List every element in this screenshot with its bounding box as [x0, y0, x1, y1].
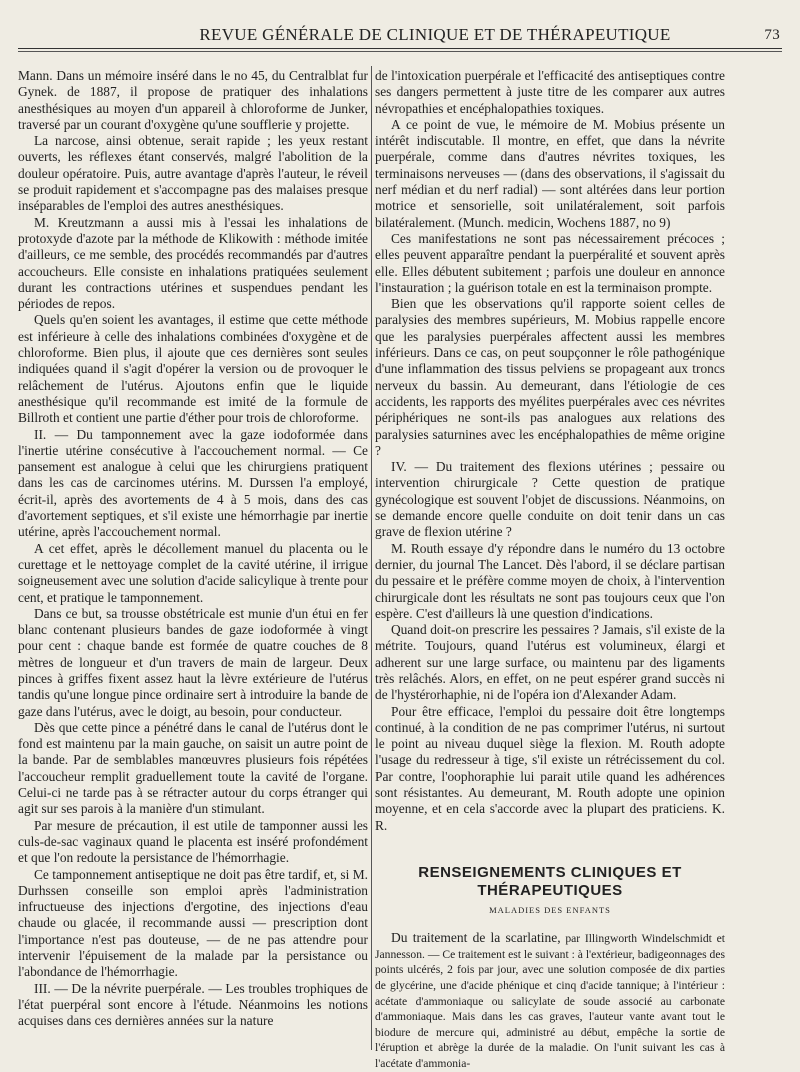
right-column — [375, 68, 725, 1072]
paragraph: A ce point de vue, le mémoire de M. Mobius présente un intérêt indiscutable. Il montre, en effet, que dans la névrite puerpérale, comme dans d'autres névrites toxiques, les terminaisons nerveuses — (dans des observations, il s'agissait du nerf médian et du nerf radial) — sont altérées dans leur portion motrice et sensorielle, soit unilatéralement, soit parfois bilatéralement. (Munch. medicin, Wochens 1887, no 9) — [375, 116, 725, 230]
header-rule — [18, 48, 782, 49]
section-lead: Du traitement de la scarlatine, — [391, 930, 561, 946]
paragraph: Dès que cette pince a pénétré dans le canal de l'utérus dont le fond est maintenu par la main gauche, on saisit un autre point de la bande. Par de semblables manœuvres plusieurs fois répétées l'accoucheur remplit graduellement toute la cavité de l'organe. Celui-ci ne tarde pas à se rétracter autour du corps étranger qui agit sur ses parois à la manière d'un stimulant. — [18, 719, 368, 817]
paragraph: Bien que les observations qu'il rapporte soient celles de paralysies des membres supérieurs, M. Mobius rappelle encore que les paralysies puerpérales affectent aussi les membres inférieurs. Dans ce cas, on peut soupçonner le rôle pathogénique d'une inflammation des tissus pelviens se propageant aux troncs nerveux du bassin. Au demeurant, dans l'étiologie de ces accidents, les rapports des myélites puerpérales avec ces névrites périphériques ne sont-ils pas analogues aux relations des paralysies saturnines avec les encéphalopathies de même origine ? — [375, 296, 725, 458]
header-rule-thin — [18, 51, 782, 52]
paragraph: Ce tamponnement antiseptique ne doit pas être tardif, et, si M. Durhssen conseille son emploi après l'administration infructueuse des injections d'ergotine, des injections d'eau chaude ou glacée, il recommande aussi — prescription dont l'importance n'est pas douteuse, — de ne pas attendre pour intervenir l'épuisement de la malade par la persistance ou l'abondance de l'hémorrhagie. — [18, 866, 368, 980]
paragraph: Ces manifestations ne sont pas nécessairement précoces ; elles peuvent apparaître pendant la puerpéralité et souvent après elle. Elles débutent subitement ; parfois une douleur en annonce l'instauration ; la guérison totale en est la terminaison prompte. — [375, 230, 725, 295]
section-subheading: MALADIES DES ENFANTS — [489, 904, 611, 915]
left-column — [18, 68, 368, 1030]
column-divider — [371, 66, 372, 1050]
paragraph: M. Kreutzmann a aussi mis à l'essai les inhalations de protoxyde d'azote par la méthode de Klikowith : méthode imitée d'ailleurs, ce me semble, des procédés recommandés par d'autres accoucheurs. Elle consiste en inhalations pratiquées seulement durant les contractions utérines et suspendues pendant les périodes de repos. — [18, 214, 368, 312]
paragraph: A cet effet, après le décollement manuel du placenta ou le curettage et le nettoyage complet de la cavité utérine, il irrigue soigneusement avec une solution d'acide salicylique à trente pour cent, et pratique le tamponnement. — [18, 540, 368, 605]
paragraph: II. — Du tamponnement avec la gaze iodoformée dans l'inertie utérine consécutive à l'accouchement normal. — Ce pansement est analogue à celui que les chirurgiens pratiquent dans les cas de carcinomes utérins. M. Durssen l'a employé, écrit-il, après des avortements de 4 à 5 mois, dans des cas d'avortement septiques, et s'il existe une hémorrhagie par inertie utérine, après l'accouchement normal. — [18, 426, 368, 540]
paragraph: Quels qu'en soient les avantages, il estime que cette méthode est inférieure à celle des inhalations combinées d'oxygène et de chloroforme. Bien plus, il ajoute que ces dernières sont seules indiquées quand il s'agit d'opérer la version ou de provoquer le relâchement de l'utérus. Ajoutons enfin que le liquide anesthésique qu'il recommande est imité de la formule de Billroth et contient une partie d'éther pour trois de chloroforme. — [18, 312, 368, 426]
paragraph: Pour être efficace, l'emploi du pessaire doit être longtemps continué, à la condition de ne pas comprimer l'utérus, ni surtout le point au niveau duquel siège la flexion. M. Routh adopte l'usage du redresseur à tige, s'il existe un rétrécissement du col. Par contre, l'oophoraphie lui parait utile quand les adhérences sont résistantes. Au demeurant, M. Routh adopte une opinion moyenne, et en cela s'accorde avec la plupart des praticiens. K. R. — [375, 703, 725, 833]
paragraph: La narcose, ainsi obtenue, serait rapide ; les yeux restant ouverts, les réflexes étant conservés, malgré l'abolition de la douleur opératoire. Puis, autre avantage d'après l'auteur, le réveil se produit rapidement et s'accompagne pas des malaises presque inséparables de l'emploi des autres anesthésiques. — [18, 133, 368, 214]
journal-title: REVUE GÉNÉRALE DE CLINIQUE ET DE THÉRAPEUTIQUE — [199, 25, 671, 44]
section-body: par Illingworth Windelschmidt et Jannesson. — Ce traitement est le suivant : à l'extérieur, badigeonnages des points ulcérés, 2 fois par jour, avec une solution composée de dix parties de glycérine, une d'acide phénique et cinq d'acide tannique; à l'intérieur : acétate d'ammoniaque ou salicylate de soude associé au carbonate d'ammoniaque. Mais dans les cas graves, l'auteur vante avant tout le biodure de mercure qui, administré au début, empêche la sortie de l'éruption et abrège la durée de la maladie. On l'unit suivant les cas à l'acétate d'ammonia- — [375, 932, 725, 1070]
paragraph: Dans ce but, sa trousse obstétricale est munie d'un étui en fer blanc contenant plusieurs bandes de gaze iodoformée à vingt pour cent : chaque bande est formée de quatre couches de 8 mètres de longueur et d'un travers de main de largeur. Deux pinces à griffes fixent assez haut la lèvre extérieure de l'utérus tandis qu'une longue pince ordinaire sert à introduire la bande de gaze dans l'utérus, avec le doigt, au besoin, pour conducteur. — [18, 605, 368, 719]
paragraph: de l'intoxication puerpérale et l'efficacité des antiseptiques contre ses dangers permettent à juste titre de les comparer aux autres névropathies et encéphalopathies toxiques. — [375, 68, 725, 116]
paragraph: M. Routh essaye d'y répondre dans le numéro du 13 octobre dernier, du journal The Lancet. Dès l'abord, il se déclare partisan du pessaire et le préfère comme moyen de choix, à l'intervention chirurgicale dont les résultats ne sont pas toujours ceux que l'on espère. C'est d'ailleurs là une question d'indications. — [375, 540, 725, 621]
paragraph: Mann. Dans un mémoire inséré dans le no 45, du Centralblat fur Gynek. de 1887, il propose de pratiquer des inhalations anesthésiques au moyen d'un appareil à chloroforme de Junker, traversé par un courant d'oxygène qu'une soufflerie y projette. — [18, 68, 368, 132]
paragraph: Par mesure de précaution, il est utile de tamponner aussi les culs-de-sac vaginaux quand le placenta est inséré profondément et que l'on redoute la persistance de l'hémorrhagie. — [18, 817, 368, 866]
section-heading: RENSEIGNEMENTS CLINIQUES ET THÉRAPEUTIQUES — [418, 863, 682, 899]
page-number: 73 — [764, 26, 780, 43]
paragraph: IV. — Du traitement des flexions utérines ; pessaire ou intervention chirurgicale ? Cette question de pratique gynécologique est souvent l'objet de discussions. Néanmoins, on se demande encore quelle conduite on doit tenir dans un cas grave de flexion utérine ? — [375, 459, 725, 540]
paragraph: Quand doit-on prescrire les pessaires ? Jamais, s'il existe de la métrite. Toujours, quand l'utérus est volumineux, élargi et adherent sur une large surface, ou maintenu par des ligaments très relâchés. Alors, en effet, on ne peut espérer grand succès ni de l'hystérorhaphie, ni de l'opéra ion d'Alexander Adam. — [375, 622, 725, 703]
section-paragraph — [375, 930, 725, 1071]
paragraph: III. — De la névrite puerpérale. — Les troubles trophiques de l'état puerpéral sont encore à l'étude. Néanmoins les notions acquises dans ces dernières années sur la nature — [18, 980, 368, 1029]
running-header — [90, 22, 780, 48]
